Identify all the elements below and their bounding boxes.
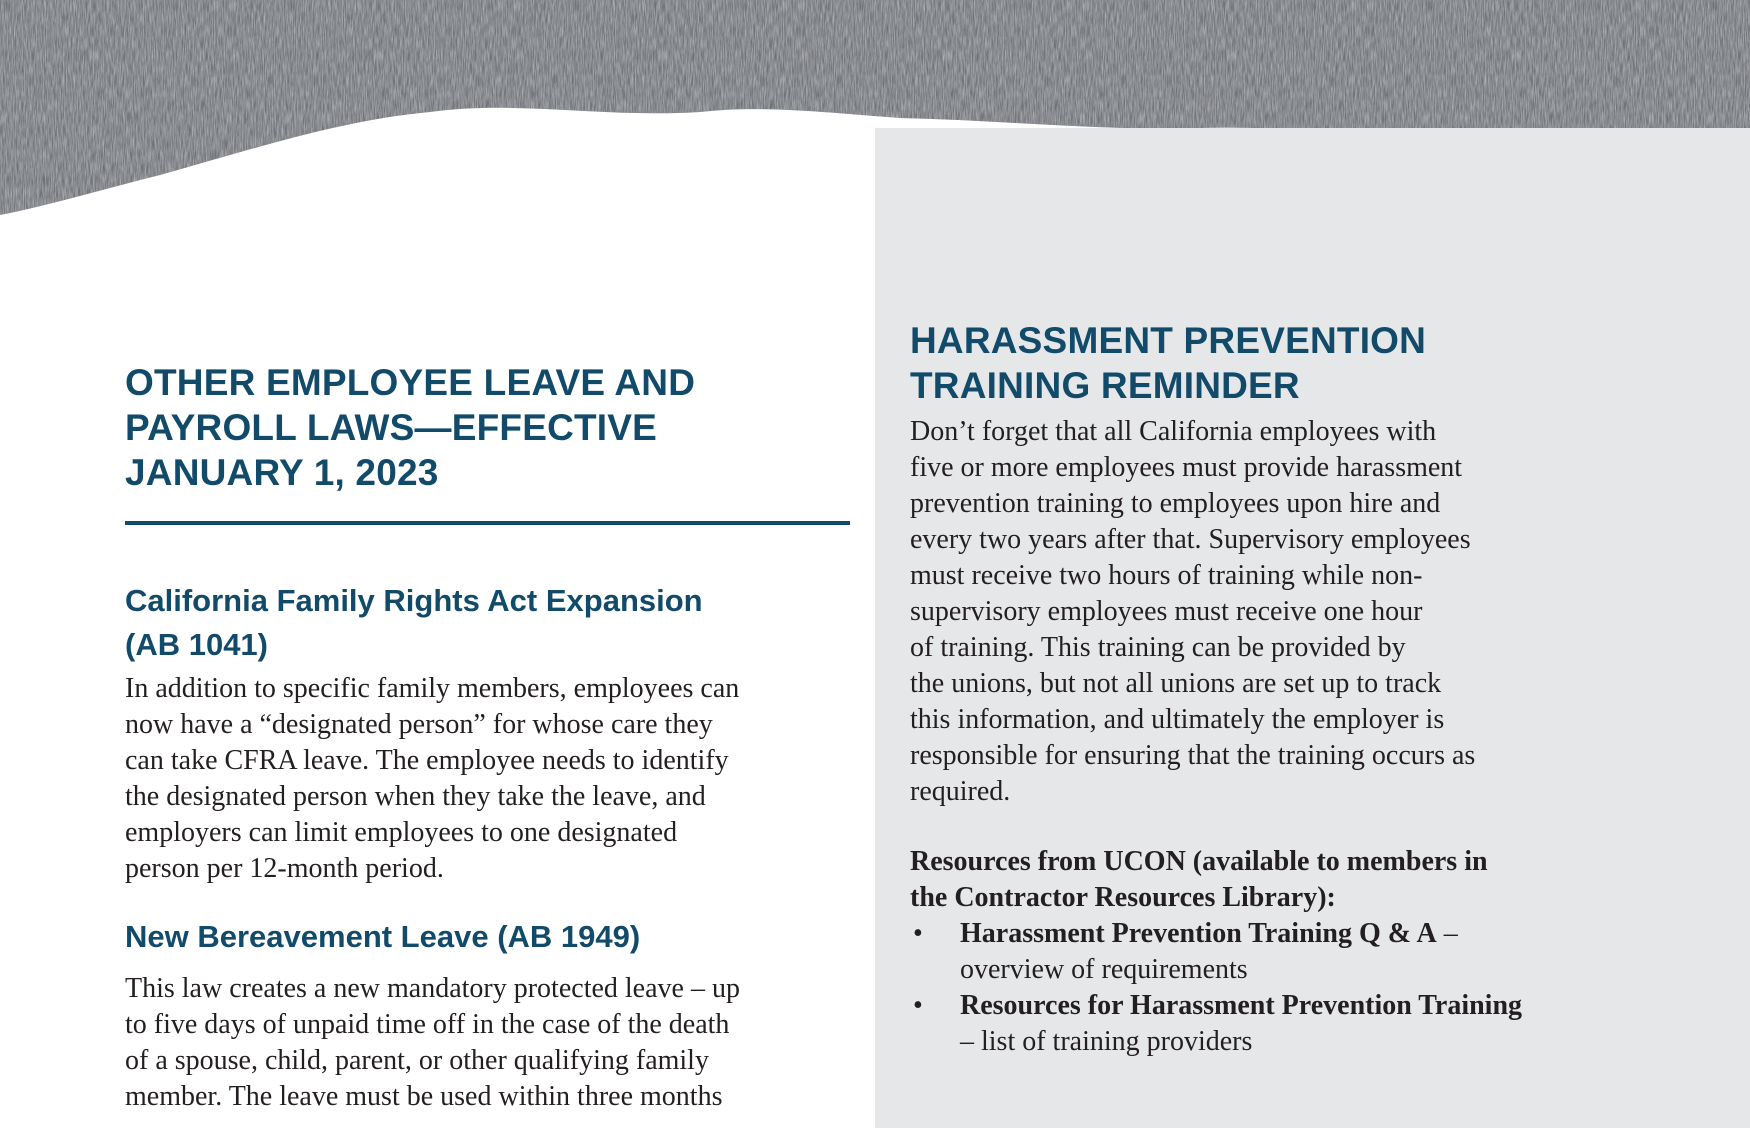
section-title-line: OTHER EMPLOYEE LEAVE AND <box>125 362 696 403</box>
text-line: member. The leave must be used within three months <box>125 1081 723 1112</box>
text-line: this information, and ultimately the employer is <box>910 704 1445 735</box>
right-column <box>910 318 1610 1060</box>
resources-heading <box>910 844 1610 916</box>
left-column <box>125 360 850 1115</box>
text-line: Don’t forget that all California employees with <box>910 416 1437 447</box>
text-line: five or more employees must provide harassment <box>910 452 1463 483</box>
text-line: the unions, but not all unions are set up to track <box>910 668 1442 699</box>
heading-line: (AB 1041) <box>125 627 268 662</box>
text-line: – list of training providers <box>960 1026 1253 1057</box>
heading-cfra-expansion <box>125 579 850 667</box>
text-line: to five days of unpaid time off in the case of the death <box>125 1009 730 1040</box>
text-line: responsible for ensuring that the training occurs as <box>910 740 1476 771</box>
resources-list <box>910 916 1610 1060</box>
section-title-leave-payroll <box>125 360 850 495</box>
heading-line: California Family Rights Act Expansion <box>125 583 703 618</box>
text-line: In addition to specific family members, employees can <box>125 673 740 704</box>
section-title-line: PAYROLL LAWS—EFFECTIVE <box>125 407 658 448</box>
text-fragment: – <box>1436 918 1458 949</box>
section-divider <box>125 521 850 525</box>
section-title-harassment-training <box>910 318 1610 408</box>
bullet-icon: • <box>913 918 923 949</box>
section-title-line: HARASSMENT PREVENTION <box>910 320 1427 361</box>
text-line: required. <box>910 776 1011 807</box>
text-line: can take CFRA leave. The employee needs to identify <box>125 745 729 776</box>
bullet-icon: • <box>913 990 923 1021</box>
text-line: must receive two hours of training while non- <box>910 560 1423 591</box>
list-item-harassment-qa <box>910 916 1610 988</box>
resource-title-link[interactable]: Harassment Prevention Training Q & A <box>960 918 1437 949</box>
text-line: overview of requirements <box>960 954 1248 985</box>
section-title-line: TRAINING REMINDER <box>910 365 1300 406</box>
text-line: every two years after that. Supervisory employees <box>910 524 1471 555</box>
text-line: supervisory employees must receive one hour <box>910 596 1423 627</box>
text-line: the Contractor Resources Library): <box>910 882 1336 913</box>
paragraph-bereavement <box>125 971 850 1115</box>
paragraph-cfra <box>125 671 850 887</box>
paragraph-harassment-training <box>910 414 1610 810</box>
section-title-line: JANUARY 1, 2023 <box>125 452 439 493</box>
text-line: This law creates a new mandatory protected leave – up <box>125 973 740 1004</box>
text-line: Resources from UCON (available to members in <box>910 846 1488 877</box>
text-line: the designated person when they take the leave, and <box>125 781 706 812</box>
text-line: prevention training to employees upon hire and <box>910 488 1441 519</box>
text-line: of training. This training can be provided by <box>910 632 1406 663</box>
text-line: person per 12-month period. <box>125 853 444 884</box>
heading-bereavement-leave: New Bereavement Leave (AB 1949) <box>125 919 641 954</box>
resource-title-link[interactable]: Resources for Harassment Prevention Training <box>960 990 1523 1021</box>
text-line: now have a “designated person” for whose care they <box>125 709 713 740</box>
list-item-training-resources <box>910 988 1610 1060</box>
text-line: employers can limit employees to one designated <box>125 817 678 848</box>
text-line: of a spouse, child, parent, or other qualifying family <box>125 1045 709 1076</box>
